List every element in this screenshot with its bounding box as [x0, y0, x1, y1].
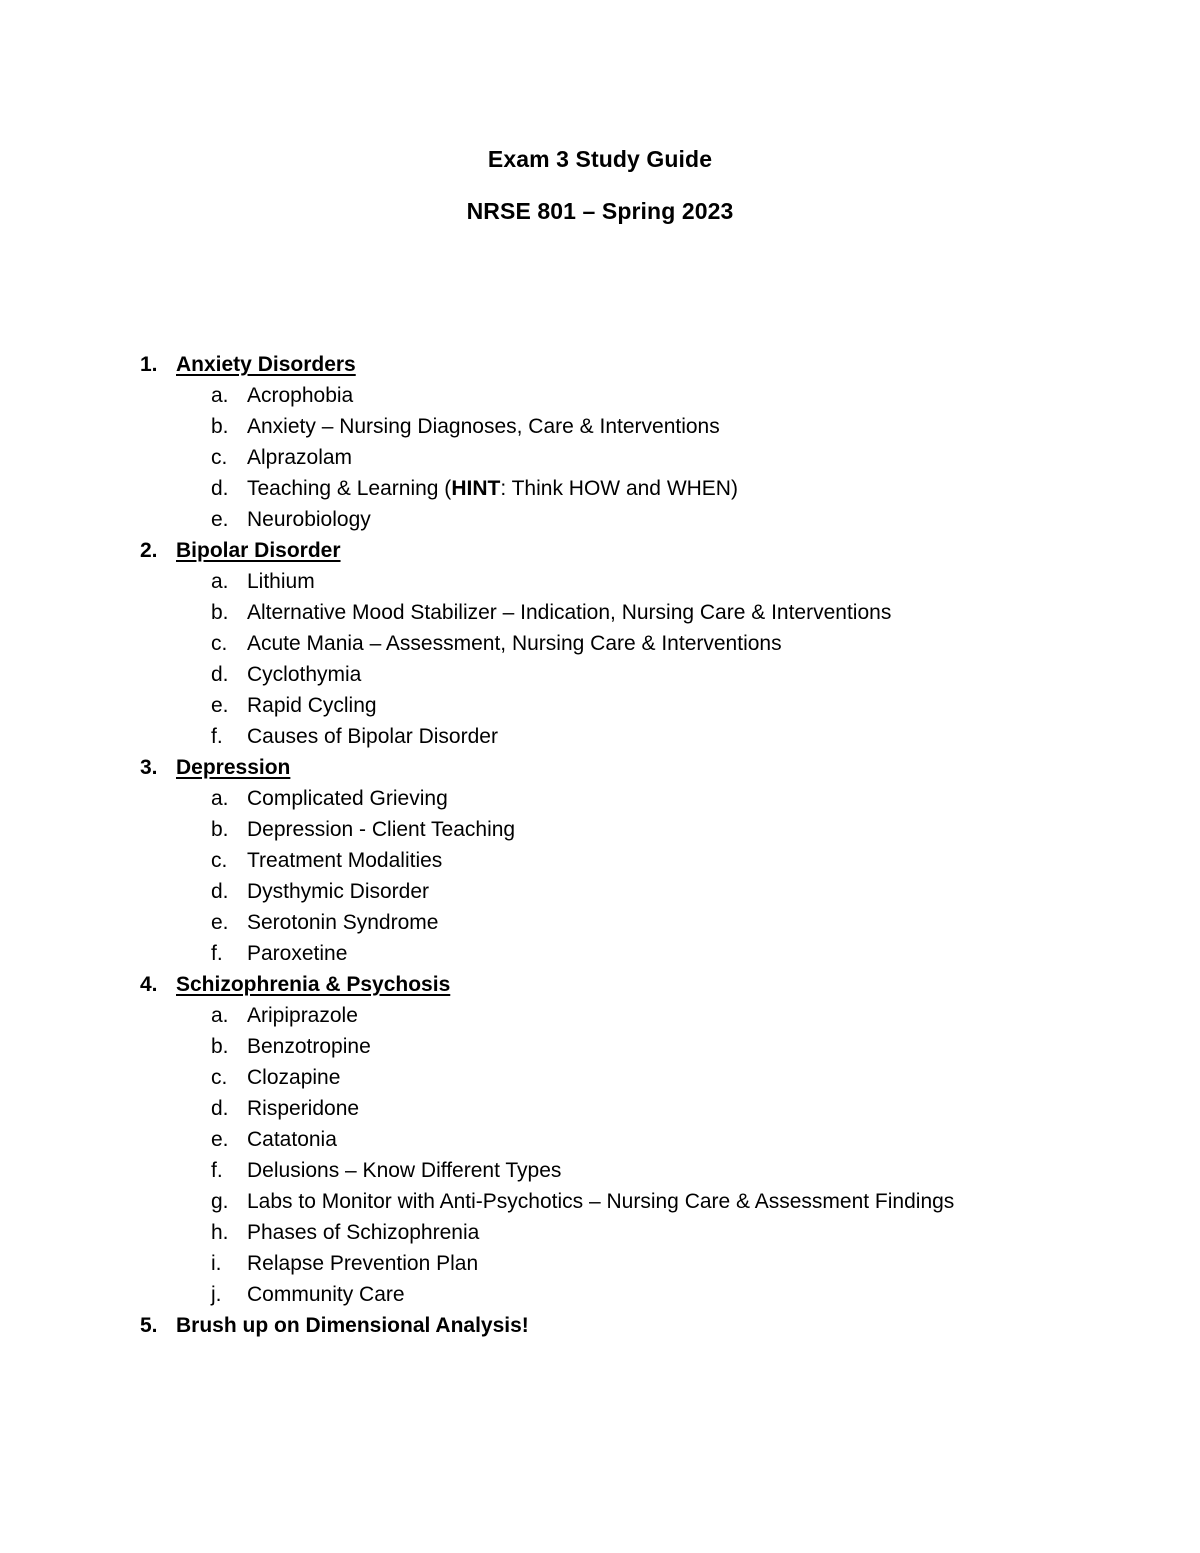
- list-item: [0, 442, 1200, 473]
- item-text: Alprazolam: [247, 446, 353, 469]
- section-heading-row: [0, 535, 1200, 566]
- item-letter: d.: [211, 880, 229, 903]
- list-item: [0, 1124, 1200, 1155]
- list-item: [0, 783, 1200, 814]
- section-heading-row: [0, 349, 1200, 380]
- item-text: Neurobiology: [247, 508, 371, 531]
- section-heading-row: [0, 969, 1200, 1000]
- item-text-start: Teaching & Learning (: [247, 477, 452, 500]
- item-letter: d.: [211, 477, 229, 500]
- item-text: Acute Mania – Assessment, Nursing Care & Interventions: [247, 632, 782, 655]
- item-letter: b.: [211, 415, 229, 438]
- section-heading: Schizophrenia & Psychosis: [176, 973, 451, 996]
- item-text: Benzotropine: [247, 1035, 371, 1058]
- list-item: [0, 1155, 1200, 1186]
- item-letter: c.: [211, 632, 228, 655]
- section-heading: Bipolar Disorder: [176, 539, 341, 562]
- item-text: Rapid Cycling: [247, 694, 377, 717]
- section-number: 5.: [140, 1314, 158, 1337]
- item-text: Causes of Bipolar Disorder: [247, 725, 498, 748]
- item-text: Depression - Client Teaching: [247, 818, 516, 841]
- list-item: [0, 1279, 1200, 1310]
- list-item: [0, 690, 1200, 721]
- item-text: [247, 473, 738, 504]
- item-letter: f.: [211, 725, 223, 748]
- item-letter: b.: [211, 818, 229, 841]
- list-item: [0, 504, 1200, 535]
- item-letter: a.: [211, 384, 229, 407]
- item-text: Phases of Schizophrenia: [247, 1221, 480, 1244]
- list-item: [0, 1093, 1200, 1124]
- item-text: Paroxetine: [247, 942, 348, 965]
- list-item: [0, 659, 1200, 690]
- list-item: [0, 1248, 1200, 1279]
- list-item: [0, 1031, 1200, 1062]
- section-heading-row: [0, 752, 1200, 783]
- item-text: Risperidone: [247, 1097, 360, 1120]
- list-item: [0, 411, 1200, 442]
- list-item: [0, 566, 1200, 597]
- item-text: Serotonin Syndrome: [247, 911, 439, 934]
- list-item: [0, 597, 1200, 628]
- item-letter: j.: [211, 1283, 222, 1306]
- list-item: [0, 1062, 1200, 1093]
- item-letter: f.: [211, 942, 223, 965]
- item-letter: h.: [211, 1221, 229, 1244]
- item-letter: d.: [211, 1097, 229, 1120]
- study-guide-outline: [0, 349, 1200, 1341]
- list-item: [0, 814, 1200, 845]
- item-letter: b.: [211, 601, 229, 624]
- item-letter: f.: [211, 1159, 223, 1182]
- section-heading-row: [0, 1310, 1200, 1341]
- item-text: Relapse Prevention Plan: [247, 1252, 479, 1275]
- item-text: Community Care: [247, 1283, 405, 1306]
- section-heading: Brush up on Dimensional Analysis!: [176, 1314, 529, 1337]
- item-text: Labs to Monitor with Anti-Psychotics – Nursing Care & Assessment Findings: [247, 1190, 955, 1213]
- section-number: 4.: [140, 973, 158, 996]
- item-letter: i.: [211, 1252, 222, 1275]
- item-text: Clozapine: [247, 1066, 341, 1089]
- item-text: Dysthymic Disorder: [247, 880, 430, 903]
- list-item: [0, 876, 1200, 907]
- item-letter: a.: [211, 787, 229, 810]
- section-number: 2.: [140, 539, 158, 562]
- list-item: [0, 1000, 1200, 1031]
- list-item: [0, 845, 1200, 876]
- document-title: Exam 3 Study Guide: [487, 146, 713, 172]
- item-text: Anxiety – Nursing Diagnoses, Care & Interventions: [247, 415, 720, 438]
- item-letter: e.: [211, 694, 229, 717]
- item-text: Catatonia: [247, 1128, 337, 1151]
- item-letter: c.: [211, 849, 228, 872]
- list-item: [0, 473, 1200, 504]
- item-text: Delusions – Know Different Types: [247, 1159, 562, 1182]
- item-text: Aripiprazole: [247, 1004, 358, 1027]
- list-item: [0, 907, 1200, 938]
- list-item: [0, 628, 1200, 659]
- item-letter: e.: [211, 1128, 229, 1151]
- item-text: Lithium: [247, 570, 315, 593]
- item-letter: g.: [211, 1190, 229, 1213]
- item-letter: b.: [211, 1035, 229, 1058]
- item-text-bold: HINT: [451, 477, 501, 500]
- item-text: Alternative Mood Stabilizer – Indication, Nursing Care & Interventions: [247, 601, 892, 624]
- item-text-end: : Think HOW and WHEN): [500, 477, 738, 500]
- list-item: [0, 1186, 1200, 1217]
- item-letter: e.: [211, 911, 229, 934]
- section-heading: Anxiety Disorders: [176, 353, 356, 376]
- item-letter: c.: [211, 446, 228, 469]
- item-letter: e.: [211, 508, 229, 531]
- list-item: [0, 721, 1200, 752]
- item-letter: c.: [211, 1066, 228, 1089]
- section-heading: Depression: [176, 756, 291, 779]
- item-text: Acrophobia: [247, 384, 354, 407]
- list-item: [0, 1217, 1200, 1248]
- section-number: 1.: [140, 353, 158, 376]
- item-letter: a.: [211, 570, 229, 593]
- item-text: Complicated Grieving: [247, 787, 448, 810]
- list-item: [0, 938, 1200, 969]
- item-text: Cyclothymia: [247, 663, 362, 686]
- list-item: [0, 380, 1200, 411]
- section-number: 3.: [140, 756, 158, 779]
- item-letter: d.: [211, 663, 229, 686]
- item-letter: a.: [211, 1004, 229, 1027]
- item-text: Treatment Modalities: [247, 849, 443, 872]
- document-subtitle: NRSE 801 – Spring 2023: [466, 198, 734, 224]
